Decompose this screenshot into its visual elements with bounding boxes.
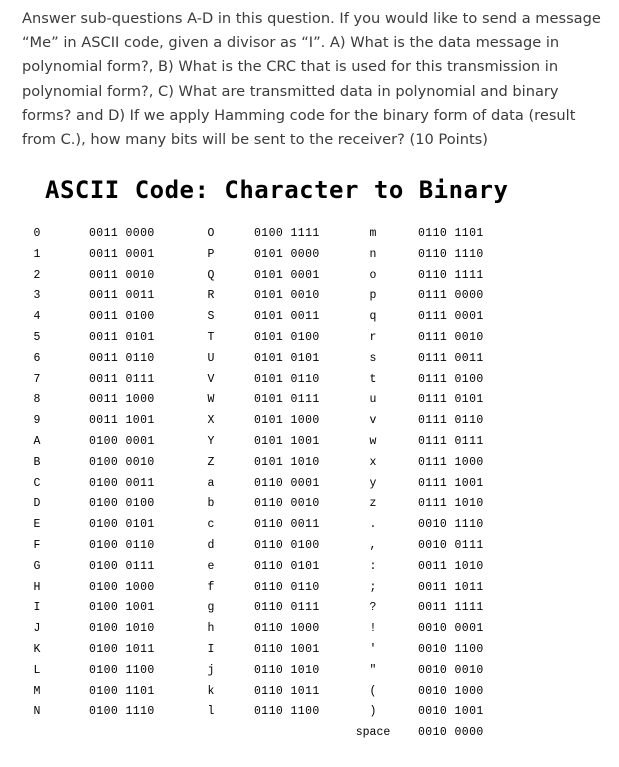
ascii-char: . — [369, 518, 377, 532]
ascii-binary: 0011 0100 — [89, 310, 155, 324]
ascii-char: g — [207, 601, 215, 615]
ascii-binary: 0110 1011 — [254, 684, 320, 698]
ascii-binary: 0011 0010 — [89, 268, 155, 282]
ascii-binary: 0110 1010 — [254, 663, 320, 677]
ascii-char: o — [369, 268, 377, 282]
ascii-char: M — [33, 684, 41, 698]
ascii-char: , — [369, 539, 377, 552]
ascii-binary: 0110 1001 — [254, 643, 320, 656]
ascii-char: v — [369, 414, 377, 428]
ascii-char: 8 — [33, 393, 41, 407]
ascii-binary: 0110 0001 — [254, 476, 320, 490]
ascii-binary: 0010 0001 — [418, 622, 484, 636]
ascii-binary: 0110 1111 — [418, 268, 484, 282]
ascii-char: h — [207, 622, 215, 636]
ascii-char: U — [207, 351, 215, 365]
ascii-char: C — [33, 476, 41, 490]
ascii-char: space — [355, 726, 391, 740]
ascii-binary: 0010 1000 — [418, 684, 484, 698]
ascii-binary: 0100 0101 — [89, 518, 155, 532]
ascii-binary: 0101 1001 — [254, 435, 320, 448]
ascii-char: V — [207, 372, 215, 386]
ascii-binary: 0101 1010 — [254, 455, 320, 469]
ascii-binary: 0111 0010 — [418, 331, 484, 344]
ascii-char: W — [207, 393, 215, 407]
ascii-binary: 0100 0001 — [89, 435, 155, 448]
ascii-char: Z — [207, 455, 215, 469]
ascii-binary: 0101 1000 — [254, 414, 320, 428]
ascii-binary: 0110 0101 — [254, 559, 320, 573]
ascii-binary: 0101 0101 — [254, 351, 320, 365]
ascii-binary: 0100 0100 — [89, 497, 155, 511]
ascii-binary: 0100 1001 — [89, 601, 155, 615]
ascii-char: ; — [369, 580, 377, 594]
ascii-binary: 0110 0100 — [254, 539, 320, 552]
ascii-binary: 0110 0110 — [254, 580, 320, 594]
ascii-binary: 0011 1001 — [89, 414, 155, 428]
ascii-char: 4 — [33, 310, 41, 324]
ascii-char: b — [207, 497, 215, 511]
ascii-binary: 0110 0111 — [254, 601, 320, 615]
ascii-char: ! — [369, 622, 377, 636]
ascii-binary: 0101 0111 — [254, 393, 320, 407]
ascii-char: E — [33, 518, 41, 532]
ascii-binary: 0111 1000 — [418, 455, 484, 469]
ascii-char: r — [369, 331, 377, 344]
ascii-binary: 0100 0111 — [89, 559, 155, 573]
ascii-binary: 0100 0110 — [89, 539, 155, 552]
ascii-binary: 0011 1010 — [418, 559, 484, 573]
ascii-char: q — [369, 310, 377, 324]
ascii-char: 9 — [33, 414, 41, 428]
ascii-binary: 0101 0000 — [254, 247, 320, 261]
ascii-char: O — [207, 227, 215, 240]
ascii-binary: 0110 1000 — [254, 622, 320, 636]
ascii-binary: 0101 0001 — [254, 268, 320, 282]
ascii-char: T — [207, 331, 215, 344]
ascii-binary: 0010 1100 — [418, 643, 484, 656]
ascii-binary: 0111 0011 — [418, 351, 484, 365]
ascii-binary: 0011 0000 — [89, 227, 155, 240]
ascii-binary: 0100 1000 — [89, 580, 155, 594]
ascii-char: 7 — [33, 372, 41, 386]
ascii-char: L — [33, 663, 41, 677]
ascii-binary: 0101 0011 — [254, 310, 320, 324]
ascii-binary: 0100 1110 — [89, 705, 155, 719]
ascii-char: N — [33, 705, 41, 719]
ascii-binary: 0100 0011 — [89, 476, 155, 490]
ascii-binary: 0011 0001 — [89, 247, 155, 261]
ascii-binary: 0011 0011 — [89, 289, 155, 303]
ascii-binary: 0110 0010 — [254, 497, 320, 511]
ascii-binary: 0111 0110 — [418, 414, 484, 428]
ascii-char: Y — [207, 435, 215, 448]
ascii-char: R — [207, 289, 215, 303]
ascii-char: D — [33, 497, 41, 511]
ascii-char: Q — [207, 268, 215, 282]
ascii-binary: 0011 1111 — [418, 601, 484, 615]
ascii-char: 0 — [33, 227, 41, 240]
ascii-char: w — [369, 435, 377, 448]
ascii-binary: 0101 0110 — [254, 372, 320, 386]
ascii-char: P — [207, 247, 215, 261]
ascii-binary: 0101 0010 — [254, 289, 320, 303]
ascii-char: ' — [369, 643, 377, 656]
ascii-char: y — [369, 476, 377, 490]
ascii-binary: 0011 1000 — [89, 393, 155, 407]
ascii-char: J — [33, 622, 41, 636]
ascii-binary: 0011 0111 — [89, 372, 155, 386]
ascii-binary: 0100 1101 — [89, 684, 155, 698]
ascii-char: x — [369, 455, 377, 469]
ascii-char: e — [207, 559, 215, 573]
ascii-char: : — [369, 559, 377, 573]
ascii-binary: 0100 1100 — [89, 663, 155, 677]
ascii-char: z — [369, 497, 377, 511]
ascii-binary: 0111 0000 — [418, 289, 484, 303]
ascii-char: t — [369, 372, 377, 386]
ascii-binary: 0010 0010 — [418, 663, 484, 677]
ascii-binary: 0111 0111 — [418, 435, 484, 448]
ascii-char: A — [33, 435, 41, 448]
ascii-char: X — [207, 414, 215, 428]
ascii-char: " — [369, 663, 377, 677]
ascii-char: k — [207, 684, 215, 698]
ascii-char: n — [369, 247, 377, 261]
ascii-char: f — [207, 580, 215, 594]
question-text: Answer sub-questions A-D in this question. If you would like to send a message “Me” in ASCII code, given a divisor as “I”. A) What is the data message in polynomial form?, B) What is the CRC that is used for this transmission in polynomial form?, C) What are transmitted data in polynomial and binary forms? and D) If we apply Hamming code for the binary form of data (result from C.), how many bits will be sent to the receiver? (10 Points) — [22, 10, 601, 149]
ascii-binary: 0010 0111 — [418, 539, 484, 552]
ascii-char: 6 — [33, 351, 41, 365]
ascii-char: H — [33, 580, 41, 594]
ascii-char: 1 — [33, 247, 41, 261]
ascii-char: j — [207, 663, 215, 677]
ascii-binary: 0010 0000 — [418, 726, 484, 740]
ascii-binary: 0100 1011 — [89, 643, 155, 656]
table-title: ASCII Code: Character to Binary — [45, 176, 509, 204]
ascii-char: K — [33, 643, 41, 656]
ascii-char: u — [369, 393, 377, 407]
ascii-char: G — [33, 559, 41, 573]
ascii-binary: 0100 1010 — [89, 622, 155, 636]
ascii-binary: 0111 0101 — [418, 393, 484, 407]
ascii-char: 5 — [33, 331, 41, 344]
ascii-binary: 0011 0101 — [89, 331, 155, 344]
ascii-char: 3 — [33, 289, 41, 303]
ascii-char: B — [33, 455, 41, 469]
ascii-binary: 0101 0100 — [254, 331, 320, 344]
ascii-binary: 0010 1001 — [418, 705, 484, 719]
ascii-binary: 0110 1100 — [254, 705, 320, 719]
ascii-char: I — [33, 601, 41, 615]
ascii-char: 2 — [33, 268, 41, 282]
ascii-binary: 0111 0100 — [418, 372, 484, 386]
ascii-char: d — [207, 539, 215, 552]
ascii-char: p — [369, 289, 377, 303]
ascii-char: l — [207, 705, 215, 719]
ascii-char: S — [207, 310, 215, 324]
ascii-char: a — [207, 476, 215, 490]
ascii-char: F — [33, 539, 41, 552]
ascii-binary: 0010 1110 — [418, 518, 484, 532]
ascii-char: ) — [369, 705, 377, 719]
ascii-binary: 0100 1111 — [254, 227, 320, 240]
ascii-binary: 0111 1001 — [418, 476, 484, 490]
ascii-char: c — [207, 518, 215, 532]
ascii-binary: 0111 0001 — [418, 310, 484, 324]
ascii-binary: 0100 0010 — [89, 455, 155, 469]
ascii-binary: 0011 1011 — [418, 580, 484, 594]
ascii-char: ? — [369, 601, 377, 615]
ascii-binary: 0110 1101 — [418, 227, 484, 240]
ascii-binary: 0110 0011 — [254, 518, 320, 532]
ascii-char: s — [369, 351, 377, 365]
ascii-binary: 0011 0110 — [89, 351, 155, 365]
ascii-char: ( — [369, 684, 377, 698]
ascii-binary: 0110 1110 — [418, 247, 484, 261]
ascii-char: I — [207, 643, 215, 656]
ascii-binary: 0111 1010 — [418, 497, 484, 511]
ascii-char: m — [369, 227, 377, 240]
